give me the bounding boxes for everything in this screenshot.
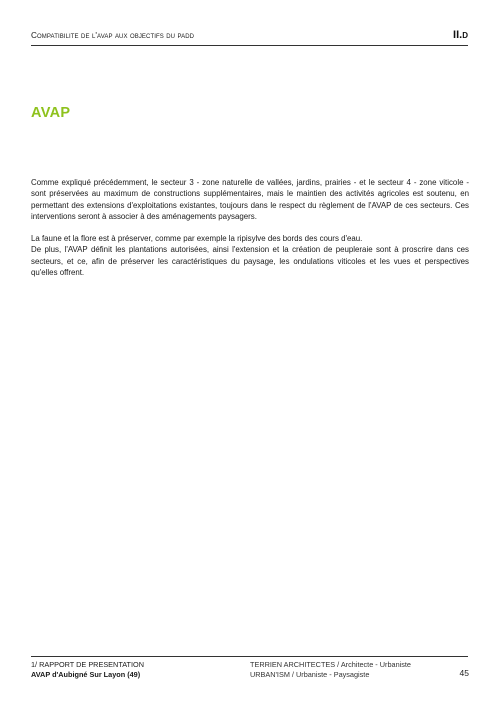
section-title: AVAP [31,105,71,121]
footer-project-label: AVAP d'Aubigné Sur Layon (49) [31,669,141,679]
paragraph-2: La faune et la flore est à préserver, comme par exemple la ripisylve des bords des cours d'eau. [31,234,363,244]
footer-author-1: TERRIEN ARCHITECTES / Architecte - Urbaniste [250,660,411,669]
footer-document-info [31,660,144,679]
footer-author-2: URBAN'ISM / Urbaniste - Paysagiste [250,669,370,679]
body-text [31,177,469,278]
header-title: Compatibilite de l'avap aux objectifs du padd [31,31,195,40]
footer-authors [250,660,411,679]
page-header [31,29,468,45]
header-divider [31,45,468,46]
paragraph-3: De plus, l'AVAP définit les plantations autorisées, ainsi l'extension et la création de peupleraie sont à proscrire dans ces secteurs, et ce, afin de préserver les caractéristiques du paysage, les ondulations viticoles et les vues et perspectives qu'elles offrent. [31,245,469,278]
footer-divider [31,656,468,657]
footer-report-label: 1/ RAPPORT DE PRESENTATION [31,660,144,669]
page-number: 45 [459,668,469,678]
section-code: II.d [453,29,468,41]
paragraph-1: Comme expliqué précédemment, le secteur 3 - zone naturelle de vallées, jardins, prairies - et le secteur 4 - zone viticole - sont préservées au maximum de constructions supplémentaires, mais le maintien des activités agricoles est soutenu, en permettant des extensions d'exploitations existantes, toujours dans le respect du règlement de l'AVAP de ces secteurs. Ces interventions seront à associer à des aménagements paysagers. [31,178,469,221]
